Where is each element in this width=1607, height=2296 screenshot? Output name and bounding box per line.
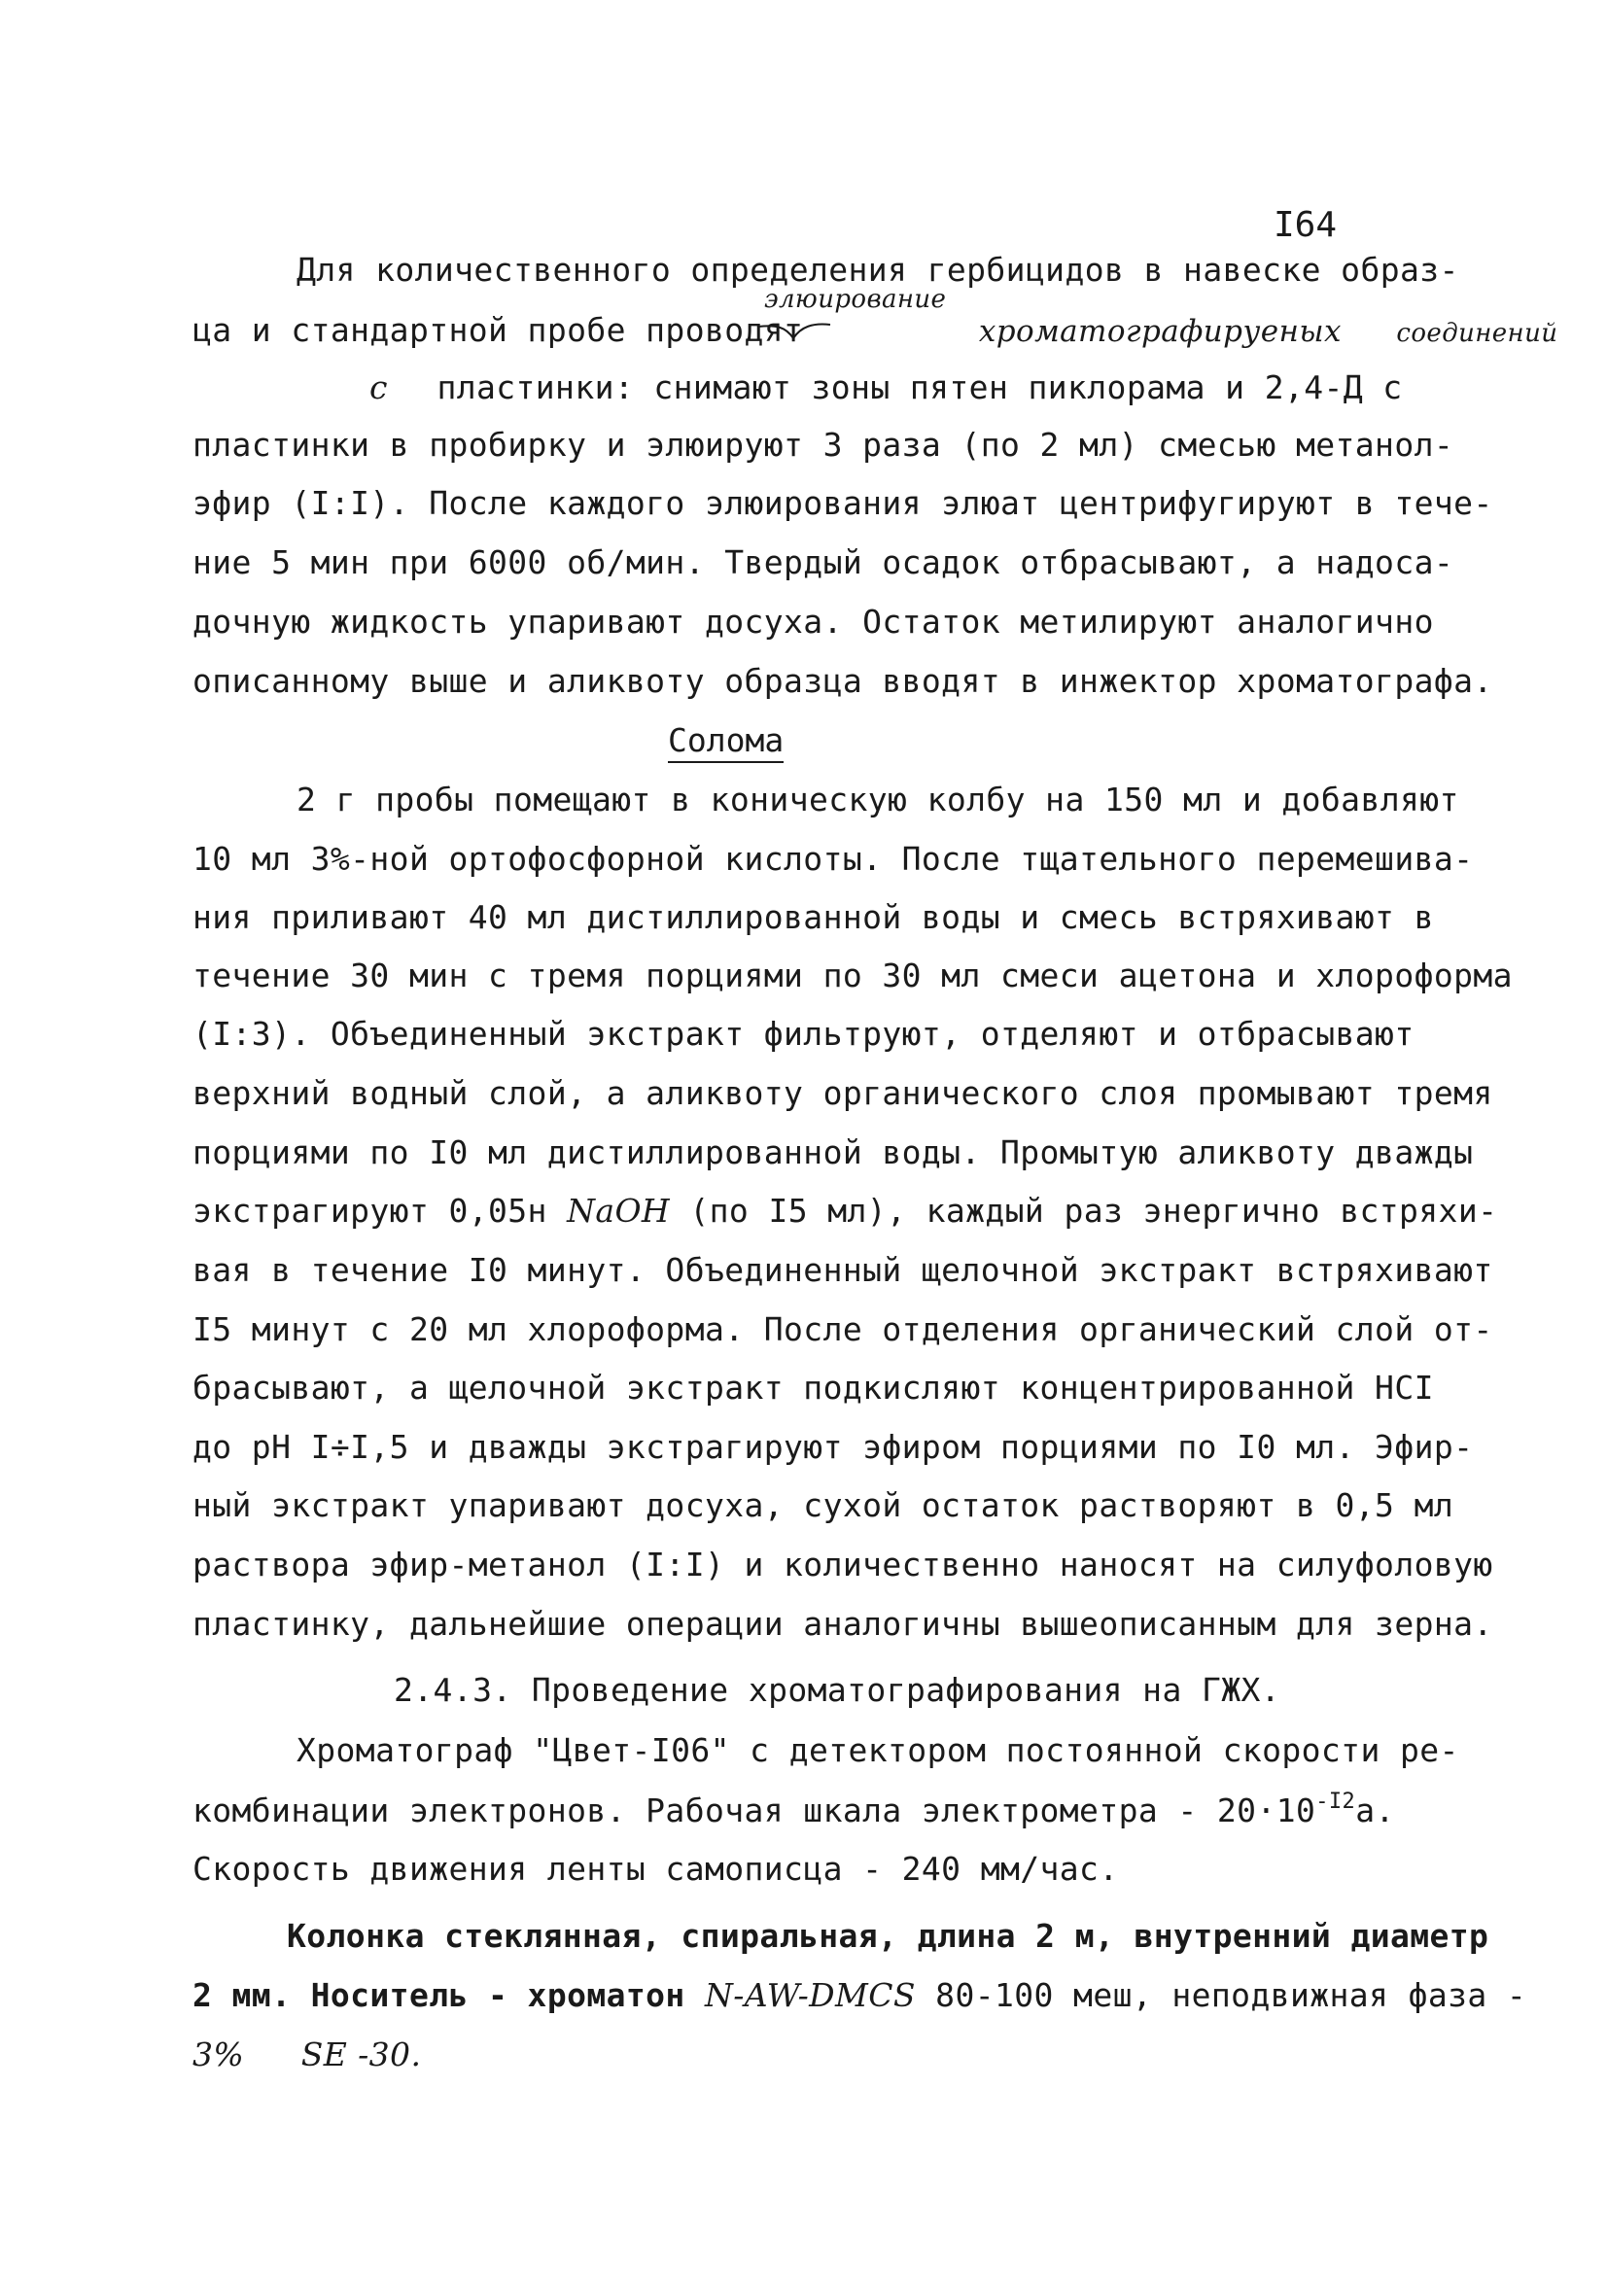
text-segment: а. [1355,1792,1395,1829]
text-line: ный экстракт упаривают досуха, сухой остаток растворяют в 0,5 мл [192,1486,1454,1524]
text-line: верхний водный слой, а аликвоту органического слоя промывают тремя [192,1074,1493,1112]
text-line: Хроматограф "Цвет-I06" с детектором постоянной скорости ре- [297,1731,1459,1769]
handwritten-formula: SE -30. [300,2035,422,2073]
text-line: Скорость движения ленты самописца - 240 мм/час. [192,1850,1119,1888]
text-segment: экстрагируют 0,05н [192,1192,547,1230]
subheading-text: Солома [668,721,784,763]
text-line: Для количественного определения гербицидов в навеске образ- [297,251,1459,289]
text-line: брасывают, а щелочной экстракт подкисляют концентрированной HCI [192,1369,1434,1407]
text-line: вая в течение I0 минут. Объединенный щелочной экстракт встряхивают [192,1251,1493,1289]
handwritten-formula: N-AW-DMCS [704,1976,916,2014]
text-line [192,1192,1498,1231]
handwritten-insertion: элюирование [764,285,947,314]
handwritten-formula: NaOH [567,1192,671,1230]
text-segment: 2 мм. Носитель - хроматон [192,1976,685,2014]
handwritten-word: соединений [1396,319,1558,348]
text-line [192,311,1558,353]
text-line [192,1976,1527,2015]
exponent: -I2 [1315,1790,1356,1814]
text-line: 10 мл 3%-ной ортофосфорной кислоты. После тщательного перемешива- [192,840,1474,878]
text-line: описанному выше и аликвоту образца вводят в инжектор хроматографа. [192,662,1493,700]
text-segment: комбинации электронов. Рабочая шкала электрометра - 20·10 [192,1792,1316,1829]
text-line [192,1792,1413,1830]
subheading-soloma [668,721,784,760]
text-line: пластинки в пробирку и элюируют 3 раза (по 2 мл) смесью метанол- [192,426,1454,464]
text-line: (I:3). Объединенный экстракт фильтруют, отделяют и отбрасывают [192,1015,1415,1053]
text-line [192,2035,1413,2074]
text-line: пластинку, дальнейшие операции аналогичны вышеописанным для зерна. [192,1605,1493,1643]
text-line: раствора эфир-метанол (I:I) и количественно наносят на силуфоловую [192,1546,1493,1583]
text-line: ния приливают 40 мл дистиллированной воды и смесь встряхивают в [192,898,1434,936]
handwritten-letter: с [369,368,388,406]
text-line: дочную жидкость упаривают досуха. Остаток метилируют аналогично [192,603,1434,641]
handwritten-word: хроматографируеных [978,314,1342,349]
section-heading: 2.4.3. Проведение хроматографирования на ГЖХ. [394,1671,1281,1709]
text-segment: 80-100 меш, неподвижная фаза - [935,1976,1527,2014]
text-segment: ца и стандартной пробе проводят [192,311,804,349]
text-line: до pH I÷I,5 и дважды экстрагируют эфиром порциями по I0 мл. Эфир- [192,1428,1474,1466]
text-line [369,368,1590,407]
text-line: I5 минут с 20 мл хлороформа. После отделения органический слой от- [192,1310,1493,1348]
text-line: Колонка стеклянная, спиральная, длина 2 м, внутренний диаметр [287,1917,1489,1955]
text-segment: (по I5 мл), каждый раз энергично встряхи- [689,1192,1498,1230]
page-number: I64 [1274,205,1338,245]
handwritten-formula: 3% [192,2035,245,2073]
text-line: порциями по I0 мл дистиллированной воды. Промытую аликвоту дважды [192,1133,1474,1171]
text-line: эфир (I:I). После каждого элюирования элюат центрифугируют в тече- [192,484,1493,522]
text-segment: пластинки: снимают зоны пятен пиклорама и 2,4-Д с [437,368,1403,406]
text-line: 2 г пробы помещают в коническую колбу на 150 мл и добавляют [297,781,1459,818]
text-line: ние 5 мин при 6000 об/мин. Твердый осадок отбрасывают, а надоса- [192,543,1454,581]
text-line: течение 30 мин с тремя порциями по 30 мл смеси ацетона и хлороформа [192,957,1513,994]
